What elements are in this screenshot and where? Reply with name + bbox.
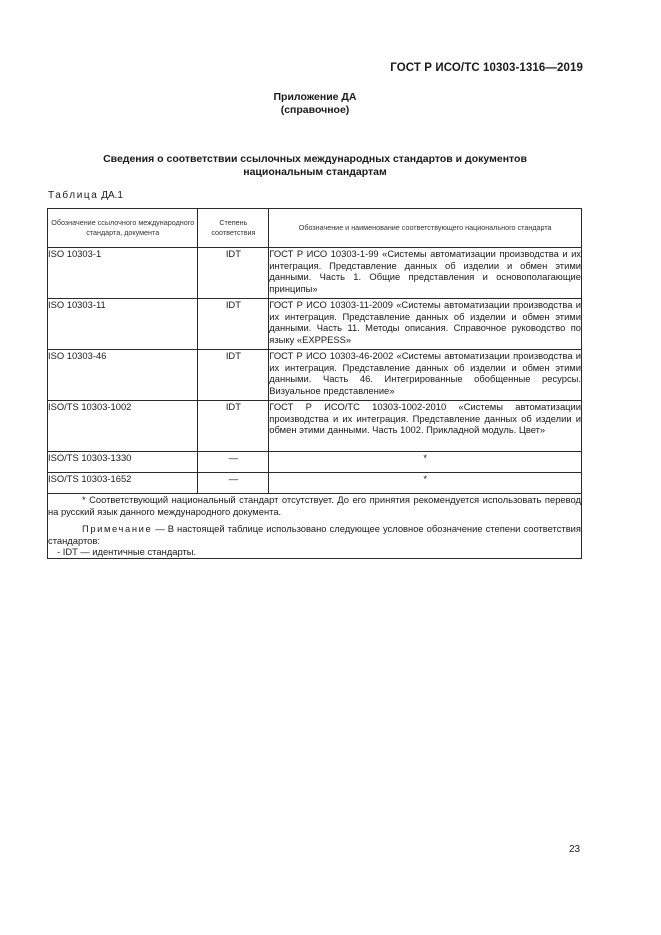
- row-description: ГОСТ Р ИСО 10303-11-2009 «Системы автоматизации производства и их интеграция. Представление данных об изделии и обмен этими данными. Часть 11. Методы описания. Справочное руководство по языку «EXPPESS»: [269, 299, 582, 350]
- appendix-subtitle: (справочное): [280, 104, 350, 116]
- row-degree: —: [198, 452, 269, 473]
- row-description: *: [269, 473, 582, 494]
- table-row: [48, 299, 582, 350]
- note-label: Примечание: [82, 523, 153, 534]
- row-description: ГОСТ Р ИСО 10303-46-2002 «Системы автоматизации производства и их интеграция. Представление данных об изделии и обмен этими данными. Часть 46. Интегрированные обобщенные ресурсы. Визуальное представление»: [269, 350, 582, 401]
- row-degree: IDT: [198, 299, 269, 350]
- row-code: ISO/TS 10303-1652: [48, 473, 198, 494]
- row-code: ISO/TS 10303-1002: [48, 401, 198, 452]
- row-code: ISO 10303-1: [48, 248, 198, 299]
- table-caption-number: ДА.1: [101, 190, 123, 201]
- table-row: [48, 248, 582, 299]
- row-degree: IDT: [198, 401, 269, 452]
- table-row: [48, 401, 582, 452]
- row-code: ISO 10303-11: [48, 299, 198, 350]
- section-title-line1: Сведения о соответствии ссылочных международных стандартов и документов: [103, 153, 527, 165]
- footnote: * Соответствующий национальный стандарт отсутствует. До его принятия рекомендуется использовать перевод на русский язык данного международного документа.: [48, 494, 581, 517]
- header-international-standard: Обозначение ссылочного международного стандарта, документа: [48, 209, 198, 248]
- note-text: — В настоящей таблице использовано следующее условное обозначение степени соответствия стандартов:: [48, 523, 581, 546]
- table-footer-row: [48, 494, 582, 559]
- row-degree: —: [198, 473, 269, 494]
- note: [48, 523, 581, 546]
- header-degree: Степень соответствия: [198, 209, 269, 248]
- table-row: [48, 473, 582, 494]
- header-national-standard: Обозначение и наименование соответствующего национального стандарта: [269, 209, 582, 248]
- table-footer: [48, 494, 582, 559]
- table-header-row: [48, 209, 582, 248]
- table-caption: [48, 190, 123, 201]
- row-degree: IDT: [198, 350, 269, 401]
- note-item: - IDT — идентичные стандарты.: [57, 546, 197, 557]
- table-row: [48, 350, 582, 401]
- row-description: ГОСТ Р ИСО/ТС 10303-1002-2010 «Системы автоматизации производства и их интеграция. Представление данных об изделии и обмен этими данными. Часть 1002. Прикладной модуль. Цвет»: [269, 401, 582, 452]
- correspondence-table: [47, 208, 582, 559]
- row-code: ISO/TS 10303-1330: [48, 452, 198, 473]
- row-description: *: [269, 452, 582, 473]
- table-row: [48, 452, 582, 473]
- page-number: 23: [569, 844, 581, 855]
- section-title-line2: национальным стандартам: [243, 166, 387, 178]
- appendix-title: Приложение ДА: [273, 91, 357, 103]
- document-code: ГОСТ Р ИСО/ТС 10303-1316—2019: [390, 62, 583, 74]
- row-degree: IDT: [198, 248, 269, 299]
- table-caption-label: Таблица: [48, 190, 99, 201]
- row-code: ISO 10303-46: [48, 350, 198, 401]
- row-description: ГОСТ Р ИСО 10303-1-99 «Системы автоматизации производства и их интеграция. Представление данных об изделии и обмен этими данными. Часть 1. Общие представления и основополагающие принципы»: [269, 248, 582, 299]
